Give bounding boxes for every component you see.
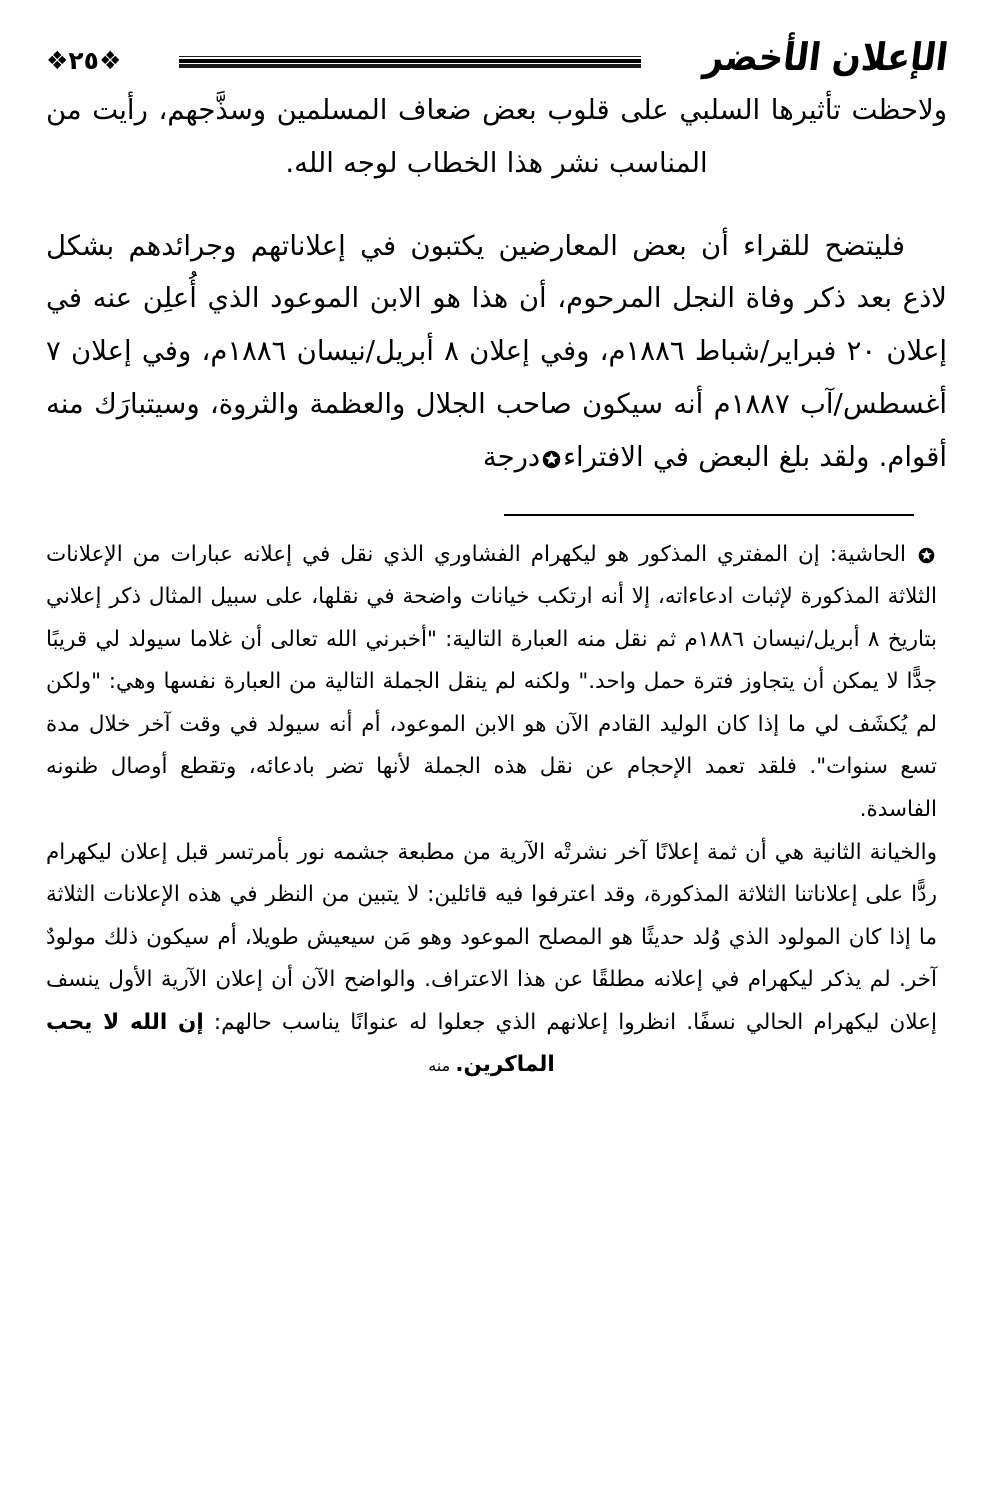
footnote-paragraph-2-text: والخيانة الثانية هي أن ثمة إعلانًا آخر نشرتْه الآرية من مطبعة جشمه نور بأمرتسر قبل إعلان ليكهرام ردًّا على إعلاناتنا الثلاثة المذكورة، وقد اعترفوا فيه قائلين: لا يتبين من النظر في هذه الإعلانات الثلاثة ما إذا كان المولود الذي وُلد حديثًا هو المصلح الموعود وهو مَن سيعيش طويلا، أم سيكون ذلك مولودٌ آخر. لم يذكر ليكهرام في إعلانه مطلقًا عن هذا الاعتراف. والواضح الآن أن إعلان الآرية الأول ينسف إعلان ليكهرام الحالي نسفًا. انظروا إعلانهم الذي جعلوا له عنوانًا يناسب حالهم: [46,839,937,1035]
body-paragraph-main-text: فليتضح للقراء أن بعض المعارضين يكتبون في إعلاناتهم وجرائدهم بشكل لاذع بعد ذكر وفاة النجل المرحوم، أن هذا هو الابن الموعود الذي أُعلِن عنه في إعلان ٢٠ فبراير/شباط ١٨٨٦م، وفي إعلان ٨ أبريل/نيسان ١٨٨٦م، وفي إعلان ٧ أغسطس/آب ١٨٨٧م أنه سيكون صاحب الجلال والعظمة والثروة، وسيتبارَك منه أقوام. ولقد بلغ البعض في الافتراء [46,229,947,473]
footnote-marker-star-icon [918,547,935,564]
footnote-attribution: منه [428,1056,456,1076]
body-paragraph-continuation: ولاحظت تأثيرها السلبي على قلوب بعض ضعاف المسلمين وسذَّجهم، رأيت من المناسب نشر هذا الخطاب لوجه الله. [46,94,947,179]
page-header [0,0,999,81]
body-text [0,84,999,484]
footnote-reference-star-icon[interactable] [542,450,561,469]
footnote-paragraph-1 [46,534,937,832]
body-paragraph-main-tail: درجة [482,440,541,473]
footnote-separator [504,514,914,516]
header-double-rule-icon [179,56,641,65]
footnote-paragraph-1-text: الحاشية: إن المفتري المذكور هو ليكهرام الفشاوري الذي نقل في إعلانه عبارات من الإعلانات الثلاثة المذكورة لإثبات ادعاءاته، إلا أنه ارتكب خيانات واضحة في نقلها، على سبيل المثال ذكر إعلاني بتاريخ ٨ أبريل/نيسان ١٨٨٦م ثم نقل منه العبارة التالية: "أخبرني الله تعالى أن غلاما سيولد لي قريبًا جدًّا لا يمكن أن يتجاوز فترة حمل واحد." ولكنه لم ينقل الجملة التالية من العبارة نفسها وهي: "ولكن لم يُكشَف لي ما إذا كان الوليد القادم الآن هو الابن الموعود، أم أنه سيولد في وقت آخر خلال مدة تسع سنوات". فلقد تعمد الإحجام عن نقل هذه الجملة لأنها تضر بادعائه، وتقطع أوصال ظنونه الفاسدة. [46,541,937,822]
footnote-paragraph-2 [46,832,937,1087]
masthead-title: الإعلان الأخضر [701,35,951,81]
footnote-block [0,534,999,1087]
body-paragraph-main [46,220,947,484]
page-number: ❖٢٥❖ [46,45,122,75]
footnote-bold-quote: إن الله لا يحب الماكرين. [46,1009,555,1078]
